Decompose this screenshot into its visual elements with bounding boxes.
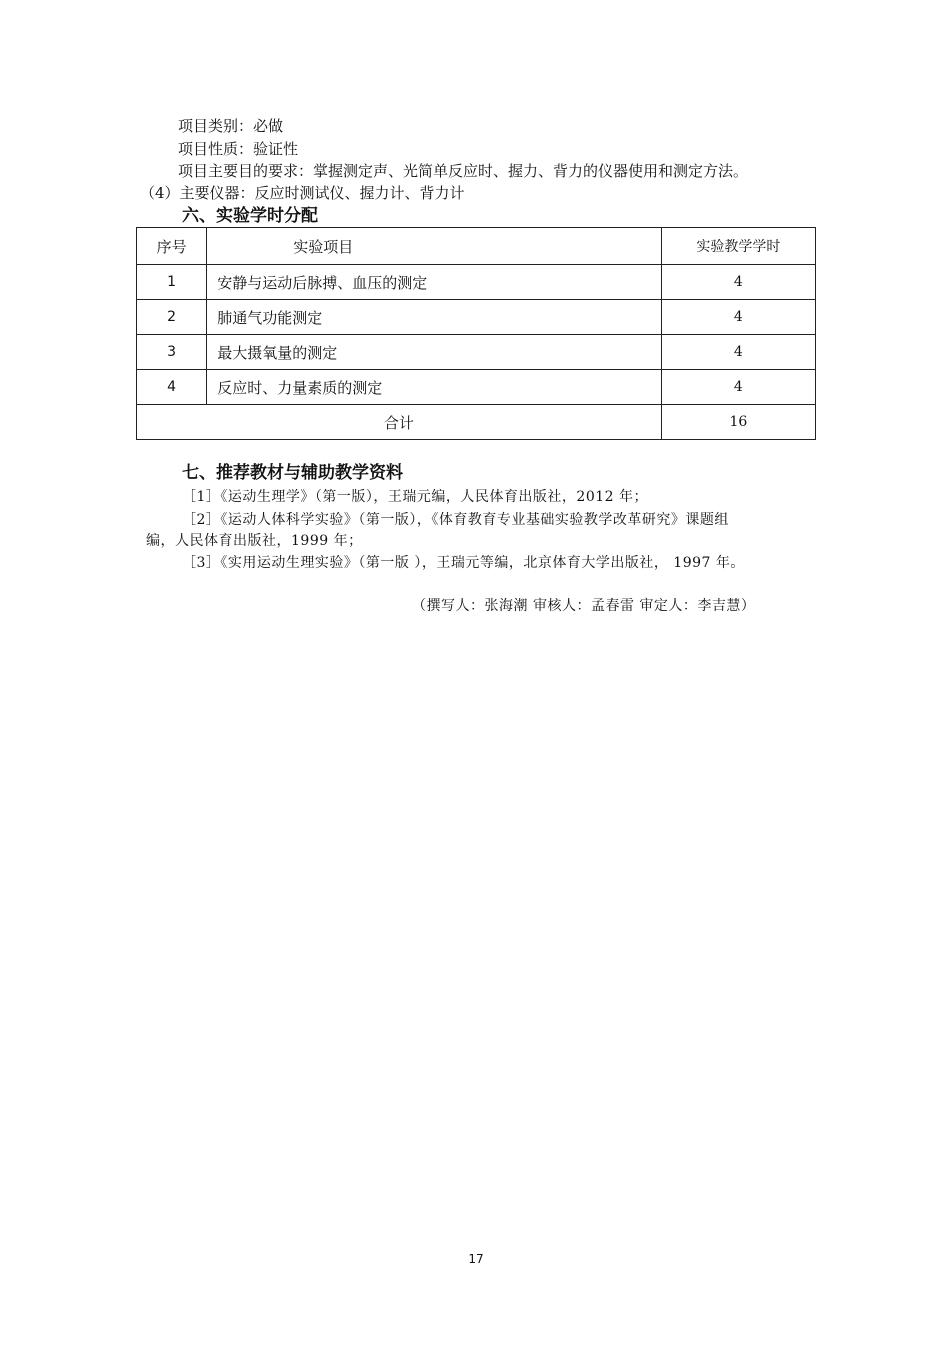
table-row (137, 370, 816, 405)
signoff: （撰写人：张海潮 审核人：孟春雷 审定人：李吉慧） (412, 598, 756, 614)
row-no: 3 (137, 335, 207, 370)
page-number: 17 (468, 1252, 484, 1266)
header-item: 实验项目 (207, 228, 661, 265)
table-row (137, 265, 816, 300)
table-total-row (137, 405, 816, 440)
row-no: 2 (137, 300, 207, 335)
row-hours: 4 (661, 370, 815, 405)
reference-1: ［1］《运动生理学》（第一版），王瑞元编，人民体育出版社，2012 年； (182, 489, 648, 505)
table-header-row (137, 228, 816, 265)
header-hours: 实验教学学时 (661, 228, 815, 265)
row-item: 肺通气功能测定 (207, 300, 661, 335)
header-no: 序号 (137, 228, 207, 265)
reference-3: ［3］《实用运动生理实验》（第一版 ），王瑞元等编，北京体育大学出版社， 1997 年。 (182, 555, 745, 571)
project-requirement: 项目主要目的要求：掌握测定声、光简单反应时、握力、背力的仪器使用和测定方法。 (178, 162, 749, 180)
row-item: 反应时、力量素质的测定 (207, 370, 661, 405)
row-no: 4 (137, 370, 207, 405)
total-label: 合计 (137, 405, 662, 440)
row-hours: 4 (661, 300, 815, 335)
project-nature: 项目性质：验证性 (178, 140, 299, 158)
table-row (137, 300, 816, 335)
row-hours: 4 (661, 265, 815, 300)
project-category: 项目类别：必做 (178, 117, 284, 135)
section6-title: 六、实验学时分配 (182, 206, 318, 226)
reference-2: ［2］《运动人体科学实验》（第一版），《体育教育专业基础实验教学改革研究》课题组 (182, 512, 729, 528)
hours-table (136, 227, 816, 440)
project-instruments: （4）主要仪器：反应时测试仪、握力计、背力计 (140, 184, 465, 202)
total-hours: 16 (661, 405, 815, 440)
row-item: 最大摄氧量的测定 (207, 335, 661, 370)
table-row (137, 335, 816, 370)
reference-2-cont: 编，人民体育出版社，1999 年； (146, 533, 363, 549)
row-hours: 4 (661, 335, 815, 370)
row-item: 安静与运动后脉搏、血压的测定 (207, 265, 661, 300)
row-no: 1 (137, 265, 207, 300)
section7-title: 七、推荐教材与辅助教学资料 (182, 463, 403, 483)
